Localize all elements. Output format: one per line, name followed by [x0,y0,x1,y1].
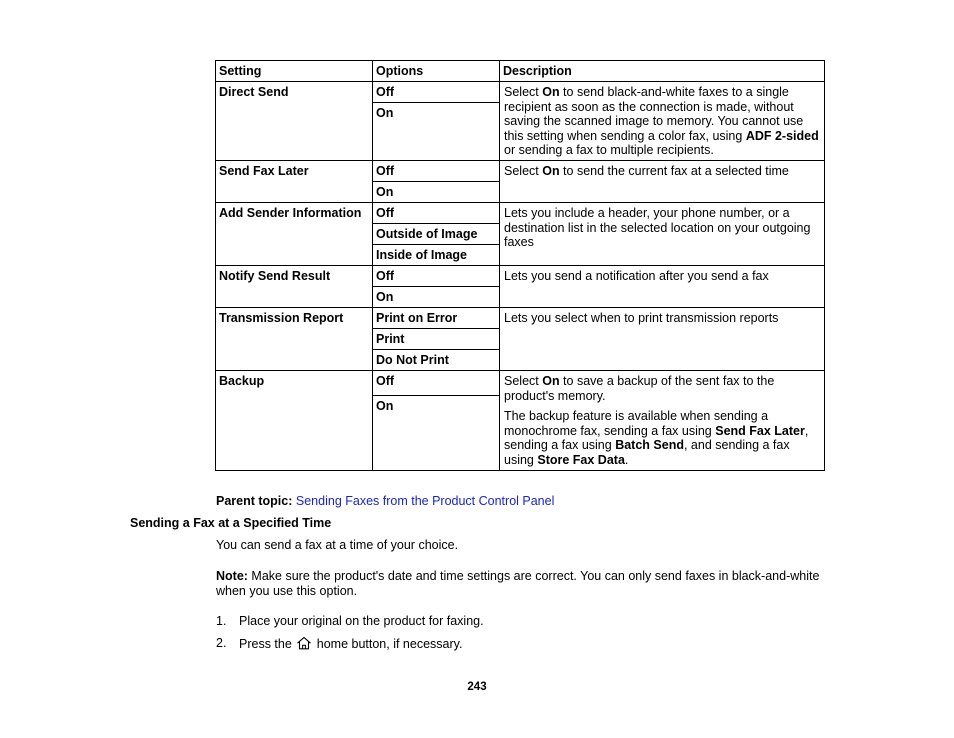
table-header-row [216,61,825,82]
settings-table [215,60,825,471]
parent-topic-label: Parent topic: [216,494,293,508]
setting-name: Backup [216,370,373,470]
table-row [216,202,825,223]
table-row [216,370,825,395]
option-value: On [373,286,500,307]
section-heading: Sending a Fax at a Specified Time [130,516,332,530]
step-number: 1. [216,614,227,628]
option-value: On [373,395,500,470]
option-value: Print [373,328,500,349]
backup-desc-para-2: The backup feature is available when sending a monochrome fax, sending a fax using Send Fax Later, sending a fax using Batch Send, and sending a fax using Store Fax Data. [504,409,809,467]
home-icon [296,636,312,650]
page-number: 243 [467,681,487,693]
setting-description: Lets you send a notification after you send a fax [500,265,825,307]
note [216,569,826,599]
setting-description: Lets you select when to print transmission reports [500,307,825,370]
option-value: Off [373,82,500,103]
setting-name: Add Sender Information [216,202,373,265]
parent-topic [216,494,554,508]
table-row [216,307,825,328]
setting-description: Lets you include a header, your phone number, or a destination list in the selected location on your outgoing faxes [500,202,825,265]
option-value: Do Not Print [373,349,500,370]
setting-description: Select On to send the current fax at a selected time [500,160,825,202]
note-label: Note: [216,569,248,583]
parent-topic-link[interactable]: Sending Faxes from the Product Control Panel [295,494,555,508]
setting-description [500,370,825,470]
option-value: Print on Error [373,307,500,328]
setting-name: Transmission Report [216,307,373,370]
option-value: Off [373,160,500,181]
option-value: Inside of Image [373,244,500,265]
option-value: Off [373,202,500,223]
table-row [216,160,825,181]
option-value: Off [373,370,500,395]
backup-desc-para-1: Select On to save a backup of the sent fax to the product's memory. [504,373,775,403]
option-value: Off [373,265,500,286]
step-text: Place your original on the product for faxing. [239,614,484,628]
setting-name: Notify Send Result [216,265,373,307]
step-text: Press the home button, if necessary. [239,637,463,651]
setting-description: Select On to send black-and-white faxes to a single recipient as soon as the connection is made, without saving the scanned image to memory. You cannot use this setting when sending a color fax, using ADF 2-sided or sending a fax to multiple recipients. [500,82,825,161]
header-description: Description [500,61,825,82]
table-row [216,265,825,286]
setting-name: Send Fax Later [216,160,373,202]
header-setting: Setting [216,61,373,82]
table-row [216,82,825,103]
option-value: Outside of Image [373,223,500,244]
option-value: On [373,103,500,161]
note-text: Make sure the product's date and time settings are correct. You can only send faxes in black-and-white when you use this option. [216,569,820,598]
step-number: 2. [216,636,227,650]
setting-name: Direct Send [216,82,373,161]
header-options: Options [373,61,500,82]
option-value: On [373,181,500,202]
intro-text: You can send a fax at a time of your choice. [216,538,459,552]
